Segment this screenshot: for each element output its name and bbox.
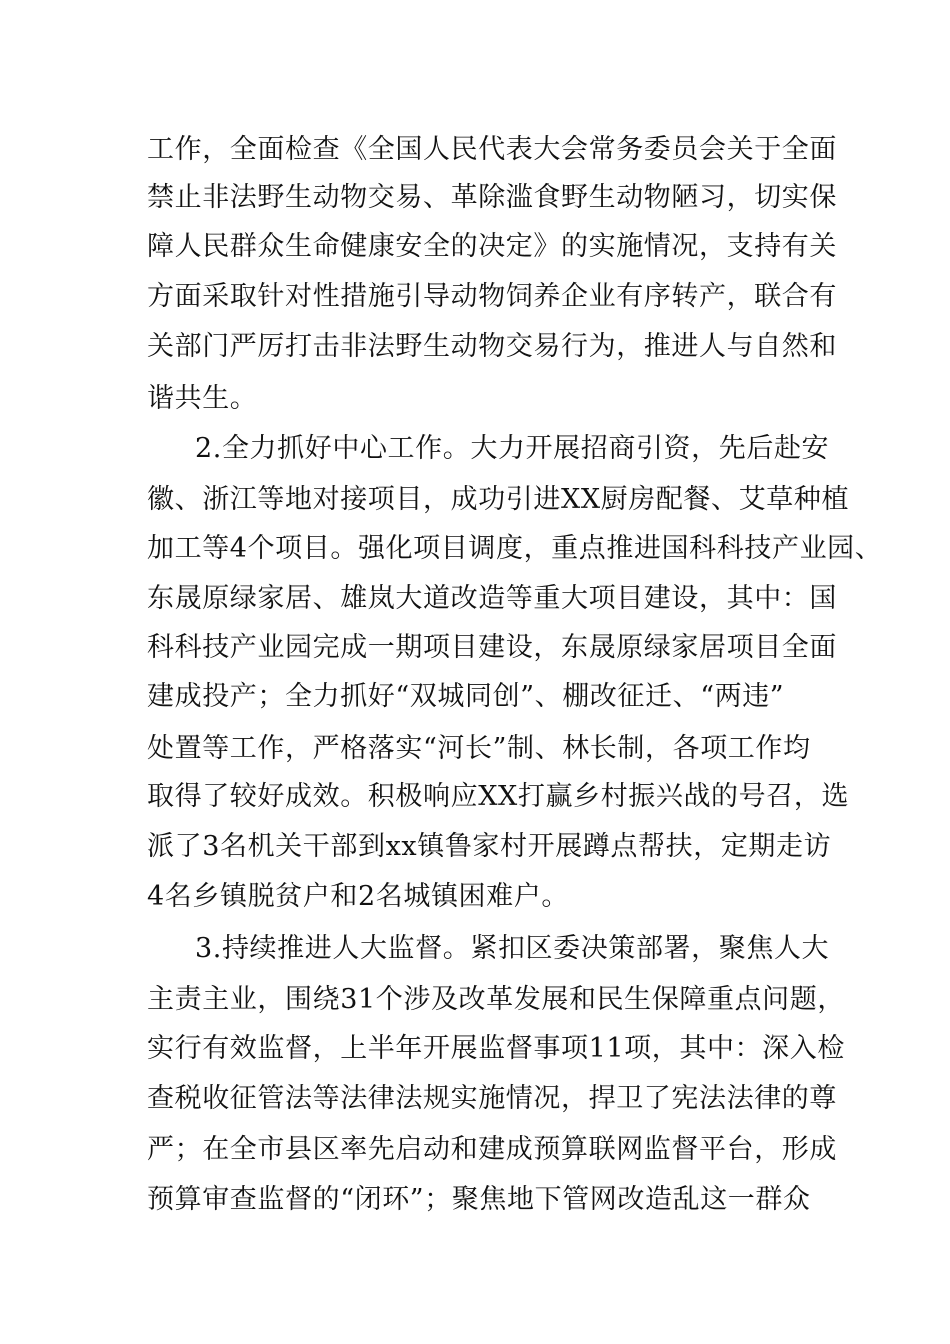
text-line: 科科技产业园完成一期项目建设，东晟原绿家居项目全面 <box>147 632 837 663</box>
text-line: 取得了较好成效。积极响应XX打赢乡村振兴战的号召，选 <box>147 781 850 812</box>
text-line: 禁止非法野生动物交易、革除滥食野生动物陋习，切实保 <box>147 182 837 213</box>
text-line: 方面采取针对性措施引导动物饲养企业有序转产，联合有 <box>147 281 837 312</box>
text-line: 谐共生。 <box>147 383 258 414</box>
text-line: 建成投产；全力抓好“双城同创”、棚改征迁、“两违” <box>147 681 785 712</box>
text-line: 障人民群众生命健康安全的决定》的实施情况，支持有关 <box>147 231 837 262</box>
text-line: 派了3名机关干部到xx镇鲁家村开展蹲点帮扶，定期走访 <box>147 831 832 862</box>
text-line: 预算审查监督的“闭环”；聚焦地下管网改造乱这一群众 <box>147 1184 811 1215</box>
text-line: 加工等4个项目。强化项目调度，重点推进国科科技产业园、 <box>147 533 883 564</box>
paragraph-heading-line: 2.全力抓好中心工作。大力开展招商引资，先后赴安 <box>195 433 830 464</box>
text-line: 严；在全市县区率先启动和建成预算联网监督平台，形成 <box>147 1134 837 1165</box>
paragraph-heading-line: 3.持续推进人大监督。紧扣区委决策部署，聚焦人大 <box>195 933 830 964</box>
text-line: 工作，全面检查《全国人民代表大会常务委员会关于全面 <box>147 134 837 165</box>
text-line: 东晟原绿家居、雄岚大道改造等重大项目建设，其中：国 <box>147 583 837 614</box>
text-line: 关部门严厉打击非法野生动物交易行为，推进人与自然和 <box>147 331 837 362</box>
text-line: 实行有效监督，上半年开展监督事项11项，其中：深入检 <box>147 1033 845 1064</box>
text-line: 查税收征管法等法律法规实施情况，捍卫了宪法法律的尊 <box>147 1083 837 1114</box>
text-line: 处置等工作，严格落实“河长”制、林长制，各项工作均 <box>147 733 811 764</box>
text-line: 4名乡镇脱贫户和2名城镇困难户。 <box>147 881 569 912</box>
text-line: 主责主业，围绕31个涉及改革发展和民生保障重点问题， <box>147 984 845 1015</box>
text-line: 徽、浙江等地对接项目，成功引进XX厨房配餐、艾草种植 <box>147 484 850 515</box>
